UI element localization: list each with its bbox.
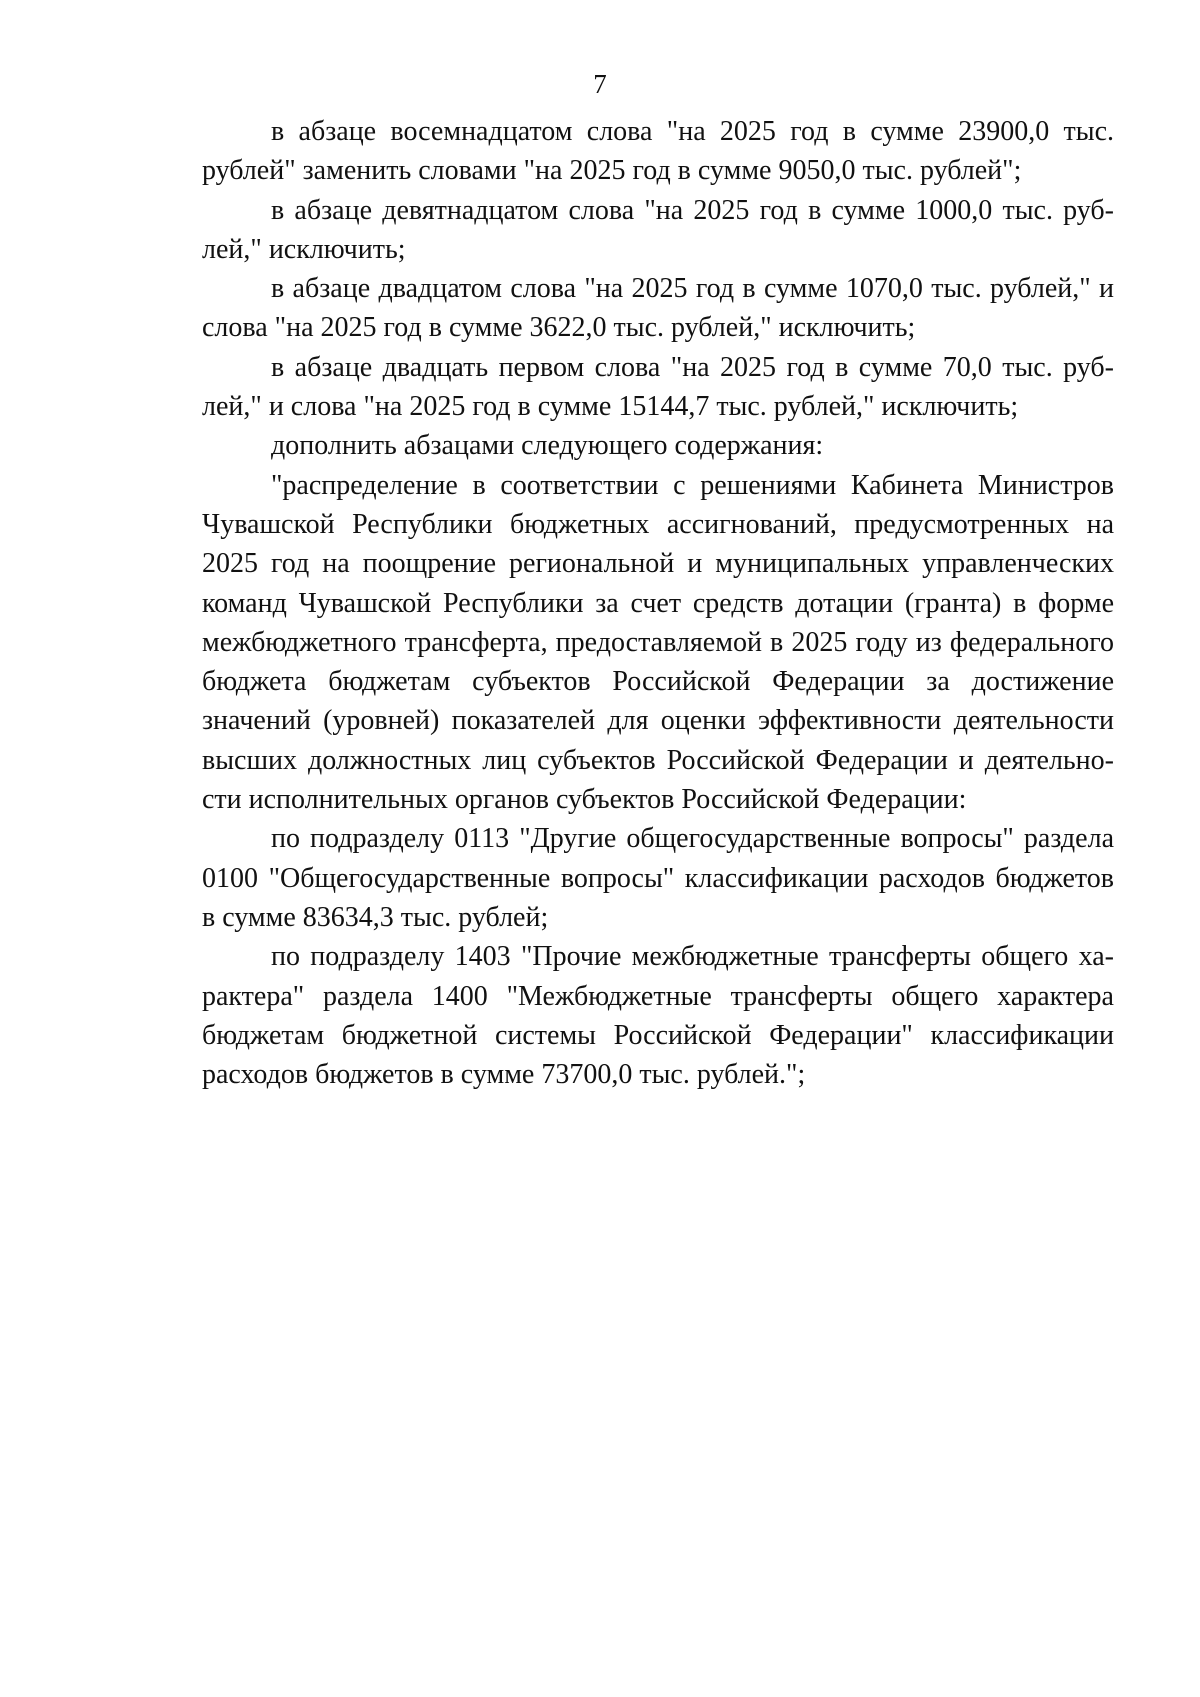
paragraph-subsection-1403: по подразделу 1403 "Прочие межбюджетные трансферты общего характера" раздела 1400 "Межбюджетные трансферты общего характера бюджетам бюджетной системы Российской Федерации" классификации расходов бюджетов в сумме 73700,0 тыс. рублей."; bbox=[202, 941, 1114, 1091]
page-number: 7 bbox=[593, 69, 607, 99]
paragraph-amend-18: в абзаце восемнадцатом слова "на 2025 год в сумме 23900,0 тыс. рублей" заменить словами "на 2025 год в сумме 9050,0 тыс. рублей"; bbox=[202, 116, 1114, 187]
document-body bbox=[202, 112, 1114, 1094]
paragraph-amend-21: в абзаце двадцать первом слова "на 2025 год в сумме 70,0 тыс. рублей," и слова "на 2025 год в сумме 15144,7 тыс. рублей," исключить; bbox=[202, 351, 1114, 423]
paragraph-distribution: "распределение в соответствии с решениями Кабинета Министров Чувашской Республики бюджетных ассигнований, предусмотренных на 2025 год на поощрение региональной и муниципальных управленческих команд Чувашской Республики за счет средств дотации (гранта) в форме межбюджетного трансферта, предоставляемой в 2025 году из федерального бюджета бюджетам субъектов Российской Федерации за достижение значений (уровней) показателей для оценки эффективности деятельности высших должностных лиц субъектов Российской Федерации и деятельности исполнительных органов субъектов Российской Федерации: bbox=[202, 469, 1114, 816]
paragraph-amend-19: в абзаце девятнадцатом слова "на 2025 год в сумме 1000,0 тыс. рублей," исключить; bbox=[202, 194, 1114, 265]
paragraph-subsection-0113: по подразделу 0113 "Другие общегосударственные вопросы" раздела 0100 "Общегосударственные вопросы" классификации расходов бюджетов в сумме 83634,3 тыс. рублей; bbox=[202, 823, 1114, 933]
paragraph-supplement-intro: дополнить абзацами следующего содержания: bbox=[271, 430, 824, 462]
paragraph-amend-20: в абзаце двадцатом слова "на 2025 год в сумме 1070,0 тыс. рублей," и слова "на 2025 год в сумме 3622,0 тыс. рублей," исключить; bbox=[202, 273, 1114, 344]
